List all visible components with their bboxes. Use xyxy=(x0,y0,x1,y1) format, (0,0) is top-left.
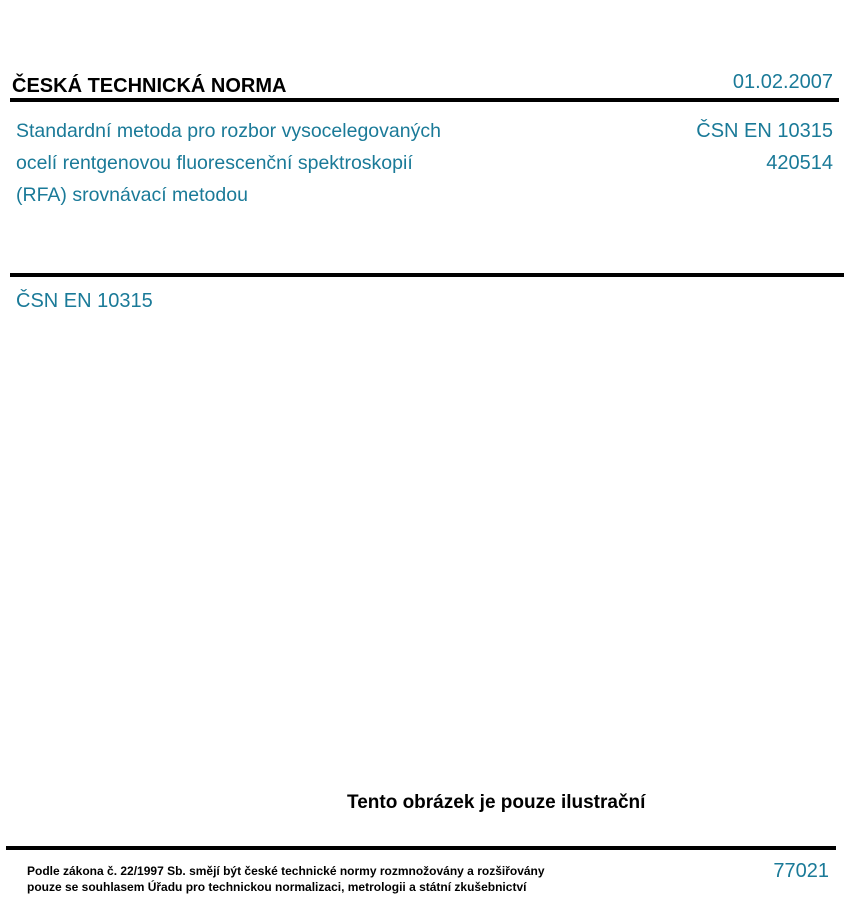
classification-code: 420514 xyxy=(766,152,833,174)
standard-title-line-2: ocelí rentgenovou fluorescenční spektroskopií xyxy=(16,152,413,174)
standard-designation: ČSN EN 10315 xyxy=(696,120,833,142)
csn-label: ČSN EN 10315 xyxy=(16,290,153,312)
footer-code: 77021 xyxy=(773,860,829,882)
standard-title xyxy=(16,115,536,211)
footer-legal-line-2: pouze se souhlasem Úřadu pro technickou normalizaci, metrologii a státní zkušebnictví xyxy=(27,880,527,894)
standard-codes xyxy=(696,115,833,179)
standard-title-line-1: Standardní metoda pro rozbor vysocelegovaných xyxy=(16,120,441,142)
illustration-note: Tento obrázek je pouze ilustrační xyxy=(347,792,646,813)
bottom-divider xyxy=(6,846,836,850)
middle-divider xyxy=(10,273,844,277)
footer-legal-notice xyxy=(27,863,545,895)
publication-date: 01.02.2007 xyxy=(732,71,833,93)
footer-legal-line-1: Podle zákona č. 22/1997 Sb. smějí být české technické normy rozmnožovány a rozšiřovány xyxy=(27,864,545,878)
top-divider xyxy=(10,98,839,102)
standard-title-line-3: (RFA) srovnávací metodou xyxy=(16,184,248,206)
document-header-title: ČESKÁ TECHNICKÁ NORMA xyxy=(12,75,287,97)
